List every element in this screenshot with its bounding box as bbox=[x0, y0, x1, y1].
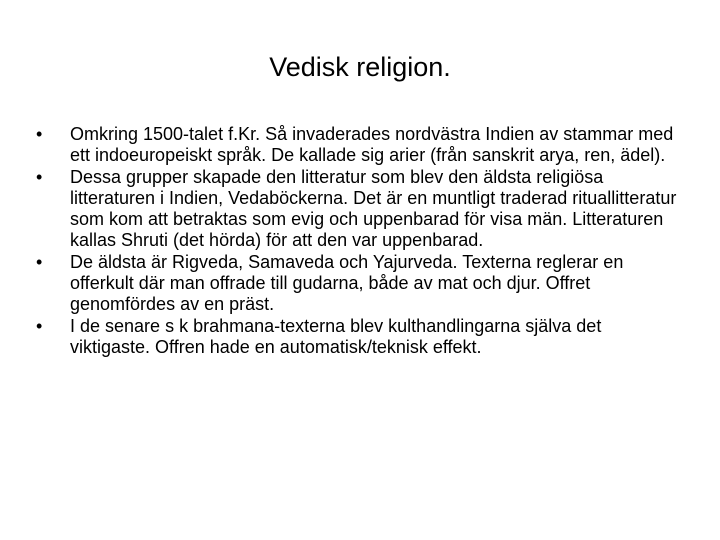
bullet-item bbox=[36, 252, 684, 316]
bullet-marker: • bbox=[36, 124, 43, 144]
bullet-marker: • bbox=[36, 166, 43, 187]
bullet-list bbox=[36, 124, 684, 358]
bullet-text: Omkring 1500-talet f.Kr. Så invaderades nordvästra Indien av stammar med ett indoeuropeiskt språk. De kallade sig arier (från sanskrit arya, ren, ädel). bbox=[70, 124, 674, 166]
bullet-text: De äldsta är Rigveda, Samaveda och Yajurveda. Texterna reglerar en offerkult där man offrade till gudarna, både av mat och djur. Offret genomfördes av en präst. bbox=[70, 251, 624, 315]
bullet-text: I de senare s k brahmana-texterna blev kulthandlingarna själva det viktigaste. Offren hade en automatisk/teknisk effekt. bbox=[70, 315, 602, 357]
bullet-text: Dessa grupper skapade den litteratur som blev den äldsta religiösa litteraturen i Indien, Vedaböckerna. Det är en muntligt traderad rituallitteratur som kom att betraktas som evig och uppenbarad för visa män. Litteraturen kallas Shruti (det hörda) för att den var uppenbarad. bbox=[70, 166, 677, 251]
bullet-item bbox=[36, 124, 684, 167]
bullet-marker: • bbox=[36, 251, 43, 272]
bullet-item bbox=[36, 316, 684, 359]
slide-title: Vedisk religion. bbox=[269, 52, 451, 82]
bullet-item bbox=[36, 167, 684, 252]
bullet-marker: • bbox=[36, 315, 43, 336]
